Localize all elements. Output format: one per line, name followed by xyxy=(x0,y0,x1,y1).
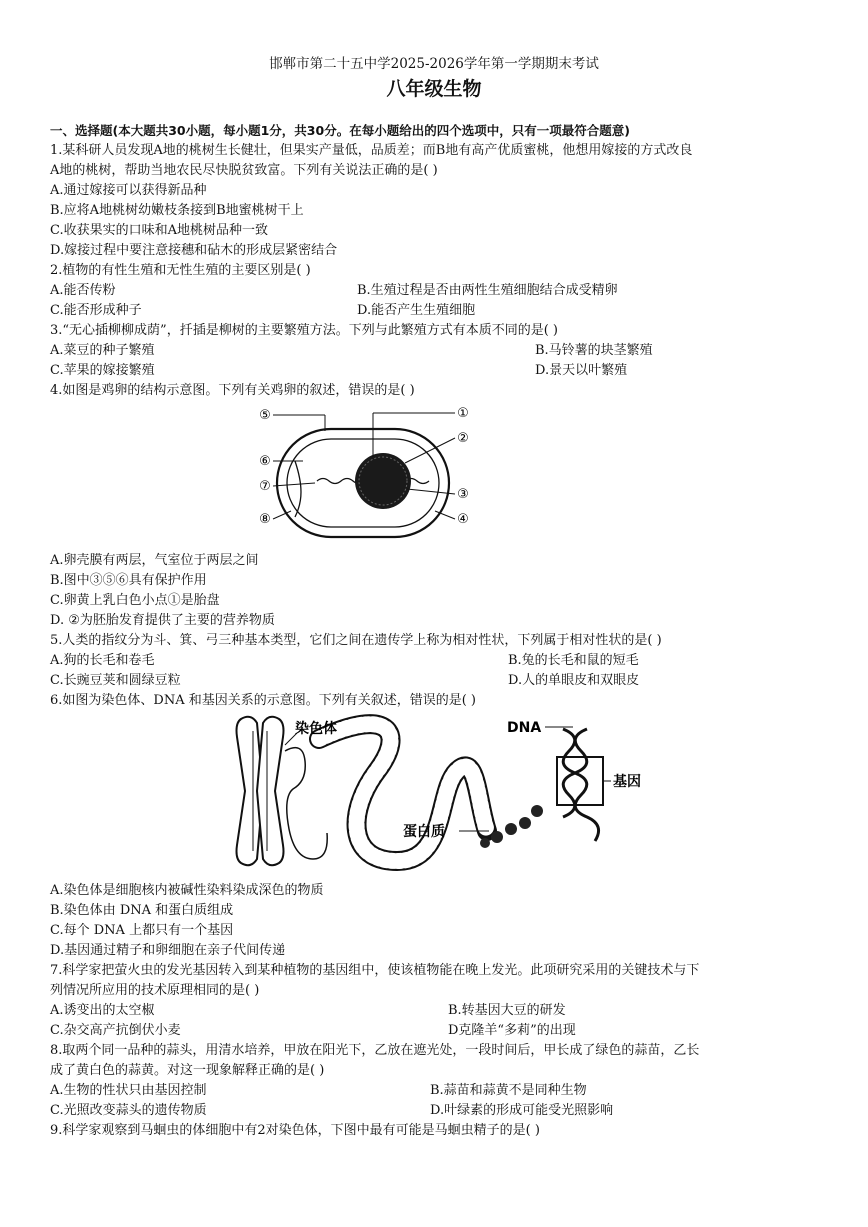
dna-strand-2 xyxy=(563,729,587,817)
protein-bead xyxy=(480,838,490,848)
q7-stem-line2: 列情况所应用的技术原理相同的是( ) xyxy=(50,983,260,998)
q7-option-b: B.转基因大豆的研发 xyxy=(448,1003,566,1018)
q5-option-b: B.兔的长毛和鼠的短毛 xyxy=(508,653,639,668)
q5-option-a: A.狗的长毛和卷毛 xyxy=(50,653,155,668)
protein-bead xyxy=(531,805,543,817)
q7-options-row1 xyxy=(50,1001,830,1021)
q8-options-row2 xyxy=(50,1101,830,1121)
q8-option-d: D.叶绿素的形成可能受光照影响 xyxy=(430,1103,614,1118)
q2-stem: 2.植物的有性生殖和无性生殖的主要区别是( ) xyxy=(50,263,311,278)
chromosome-label: 染色体 xyxy=(295,721,337,737)
q1-option-c: C.收获果实的口味和A地桃树品种一致 xyxy=(50,223,269,238)
q6-stem: 6.如图为染色体、DNA 和基因关系的示意图。下列有关叙述，错误的是( ) xyxy=(50,693,476,708)
q1-option-b: B.应将A地桃树幼嫩枝条接到B地蜜桃树干上 xyxy=(50,203,304,218)
q8-options-row1 xyxy=(50,1081,830,1101)
yolk xyxy=(355,453,411,509)
q7-options-row2 xyxy=(50,1021,830,1041)
q2-option-c: C.能否形成种子 xyxy=(50,303,142,318)
q3-option-b: B.马铃薯的块茎繁殖 xyxy=(535,343,653,358)
page-title: 八年级生物 xyxy=(386,78,482,100)
q5-option-c: C.长豌豆荚和圆绿豆粒 xyxy=(50,673,181,688)
q3-stem: 3.“无心插柳柳成荫”，扦插是柳树的主要繁殖方法。下列与此繁殖方式有本质不同的是( ) xyxy=(50,323,558,338)
q1-option-a: A.通过嫁接可以获得新品种 xyxy=(50,183,207,198)
gene-label: 基因 xyxy=(613,774,641,790)
q7-stem-line1: 7.科学家把萤火虫的发光基因转入到某种植物的基因组中，使该植物能在晚上发光。此项研究采用的关键技术与下 xyxy=(50,963,700,978)
q1-option-d: D.嫁接过程中要注意接穗和砧木的形成层紧密结合 xyxy=(50,243,338,258)
chromosome-dna-gene-diagram xyxy=(227,711,830,881)
protein-bead xyxy=(519,817,531,829)
chromatid-right xyxy=(257,717,284,866)
q6-option-a: A.染色体是细胞核内被碱性染料染成深色的物质 xyxy=(50,883,324,898)
q3-option-d: D.景天以叶繁殖 xyxy=(535,363,628,378)
egg-label-6: ⑥ xyxy=(259,454,271,469)
q8-option-c: C.光照改变蒜头的遗传物质 xyxy=(50,1103,207,1118)
q2-option-a: A.能否传粉 xyxy=(50,283,116,298)
q1-stem-line2: A地的桃树，帮助当地农民尽快脱贫致富。下列有关说法正确的是( ) xyxy=(50,163,438,178)
egg-label-3: ③ xyxy=(457,487,469,502)
q7-option-c: C.杂交高产抗倒伏小麦 xyxy=(50,1023,181,1038)
q4-stem: 4.如图是鸡卵的结构示意图。下列有关鸡卵的叙述，错误的是( ) xyxy=(50,383,415,398)
chromatin-fiber-pattern xyxy=(319,724,487,861)
q6-option-b: B.染色体由 DNA 和蛋白质组成 xyxy=(50,903,234,918)
protein-bead xyxy=(505,823,517,835)
q3-option-c: C.苹果的嫁接繁殖 xyxy=(50,363,155,378)
egg-label-2: ② xyxy=(457,431,469,446)
q7-option-d: D克隆羊“多莉”的出现 xyxy=(448,1023,576,1038)
q8-option-b: B.蒜苗和蒜黄不是同种生物 xyxy=(430,1083,587,1098)
q5-options-row2 xyxy=(50,671,830,691)
q5-option-d: D.人的单眼皮和双眼皮 xyxy=(508,673,640,688)
egg-structure-diagram xyxy=(255,401,830,551)
q2-options-row2 xyxy=(50,301,830,321)
egg-label-7: ⑦ xyxy=(259,479,271,494)
q9-stem: 9.科学家观察到马蛔虫的体细胞中有2对染色体，下图中最有可能是马蛔虫精子的是( ) xyxy=(50,1123,540,1138)
exam-content xyxy=(50,121,830,1141)
strand-uncoil xyxy=(285,748,327,859)
q6-option-d: D.基因通过精子和卵细胞在亲子代间传递 xyxy=(50,943,286,958)
q8-option-a: A.生物的性状只由基因控制 xyxy=(50,1083,207,1098)
q5-options-row1 xyxy=(50,651,830,671)
egg-label-5: ⑤ xyxy=(259,408,271,423)
egg-diagram-svg xyxy=(255,401,485,549)
chromatin-fiber xyxy=(319,724,487,861)
q4-option-c: C.卵黄上乳白色小点①是胎盘 xyxy=(50,593,220,608)
egg-label-4: ④ xyxy=(457,512,469,527)
q3-options-row2 xyxy=(50,361,830,381)
q5-stem: 5.人类的指纹分为斗、箕、弓三种基本类型，它们之间在遗传学上称为相对性状，下列属于相对性状的是( ) xyxy=(50,633,662,648)
q3-option-a: A.菜豆的种子繁殖 xyxy=(50,343,155,358)
egg-label-8: ⑧ xyxy=(259,512,271,527)
protein-label: 蛋白质 xyxy=(403,824,445,840)
egg-label-1: ① xyxy=(457,406,469,421)
q4-option-a: A.卵壳膜有两层，气室位于两层之间 xyxy=(50,553,259,568)
q8-stem-line1: 8.取两个同一品种的蒜头，用清水培养，甲放在阳光下，乙放在遮光处，一段时间后，甲长成了绿色的蒜苗，乙长 xyxy=(50,1043,700,1058)
school-exam-line: 邯郸市第二十五中学2025-2026学年第一学期期末考试 xyxy=(269,56,599,72)
dna-strand-1 xyxy=(563,729,599,841)
q6-option-c: C.每个 DNA 上都只有一个基因 xyxy=(50,923,234,938)
section-heading: 一、选择题(本大题共30小题，每小题1分，共30分。在每小题给出的四个选项中，只有一项最符合题意) xyxy=(50,123,630,138)
q7-option-a: A.诱变出的太空椒 xyxy=(50,1003,155,1018)
q4-option-b: B.图中③⑤⑥具有保护作用 xyxy=(50,573,207,588)
q2-option-d: D.能否产生生殖细胞 xyxy=(357,303,476,318)
q2-option-b: B.生殖过程是否由两性生殖细胞结合成受精卵 xyxy=(357,283,618,298)
q1-stem-line1: 1.某科研人员发现A地的桃树生长健壮，但果实产量低，品质差；而B地有高产优质蜜桃，他想用嫁接的方式改良 xyxy=(50,143,693,158)
chromosome-diagram-svg xyxy=(227,711,647,879)
q8-stem-line2: 成了黄白色的蒜黄。对这一现象解释正确的是( ) xyxy=(50,1063,325,1078)
q3-options-row1 xyxy=(50,341,830,361)
q4-option-d: D. ②为胚胎发育提供了主要的营养物质 xyxy=(50,613,275,628)
dna-label: DNA xyxy=(507,720,542,736)
protein-bead xyxy=(491,831,503,843)
q2-options-row1 xyxy=(50,281,830,301)
